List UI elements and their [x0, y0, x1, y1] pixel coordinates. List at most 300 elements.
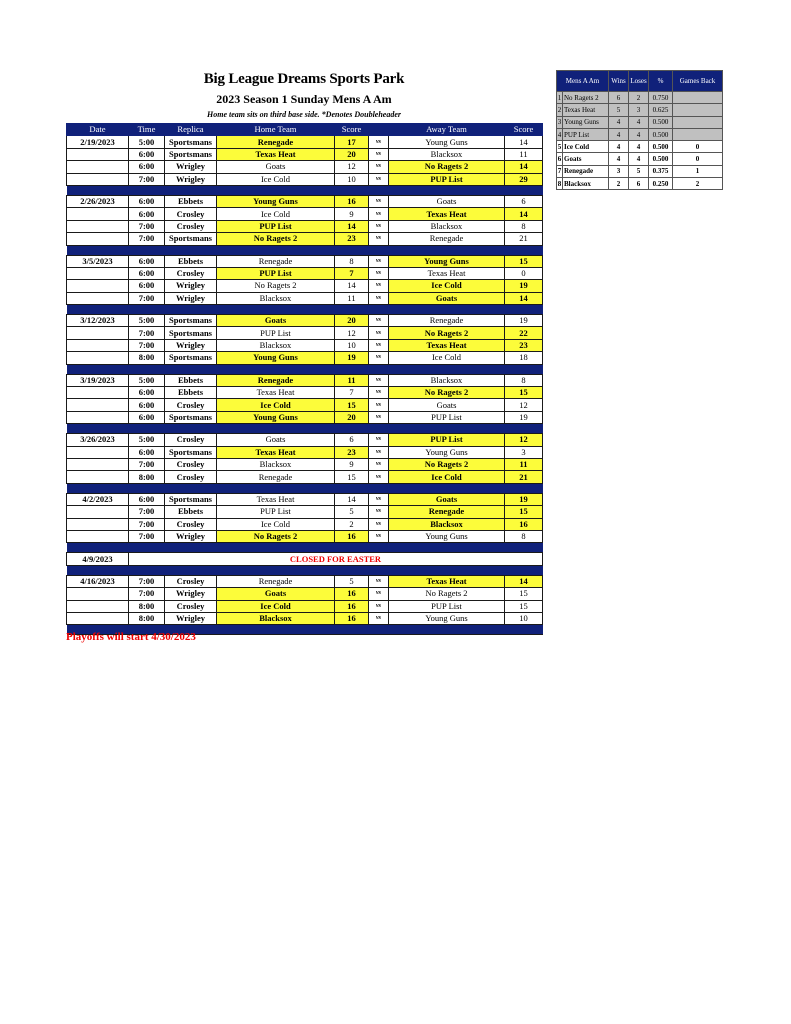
game-field: Wrigley — [165, 280, 217, 292]
standings-rank: 1 — [557, 92, 563, 104]
home-team: Texas Heat — [217, 493, 335, 505]
game-time: 6:00 — [129, 208, 165, 220]
standings-loses: 3 — [629, 104, 649, 116]
standings-rank: 3 — [557, 116, 563, 128]
home-score: 14 — [335, 493, 369, 505]
vs-label: vs — [369, 493, 389, 505]
standings-team: PUP List — [563, 128, 609, 140]
game-time: 5:00 — [129, 374, 165, 386]
schedule-table — [66, 123, 543, 635]
game-date — [67, 518, 129, 530]
game-row — [67, 148, 543, 160]
home-team: Blacksox — [217, 612, 335, 624]
vs-label: vs — [369, 292, 389, 304]
game-row — [67, 233, 543, 245]
standings-pct: 0.625 — [649, 104, 673, 116]
game-field: Crosley — [165, 434, 217, 446]
col-header-home-score: Score — [335, 124, 369, 136]
standings-games-back — [673, 116, 723, 128]
game-date: 3/19/2023 — [67, 374, 129, 386]
home-team: Texas Heat — [217, 446, 335, 458]
standings-row — [557, 92, 723, 104]
schedule-header-row — [67, 124, 543, 136]
game-field: Sportsmans — [165, 327, 217, 339]
away-score: 22 — [505, 327, 543, 339]
home-score: 14 — [335, 220, 369, 232]
home-team: Blacksox — [217, 458, 335, 470]
week-separator — [67, 424, 543, 434]
home-score: 16 — [335, 530, 369, 542]
away-score: 15 — [505, 255, 543, 267]
game-date — [67, 233, 129, 245]
col-header-replica: Replica — [165, 124, 217, 136]
vs-label: vs — [369, 518, 389, 530]
game-row — [67, 352, 543, 364]
home-score: 17 — [335, 136, 369, 148]
home-score: 12 — [335, 327, 369, 339]
game-field: Crosley — [165, 220, 217, 232]
game-row — [67, 493, 543, 505]
standings-team: Ice Cold — [563, 141, 609, 153]
away-score: 19 — [505, 280, 543, 292]
game-row — [67, 575, 543, 587]
standings-pct: 0.500 — [649, 116, 673, 128]
standings-row — [557, 104, 723, 116]
away-team: Texas Heat — [389, 575, 505, 587]
game-date: 4/16/2023 — [67, 575, 129, 587]
vs-label: vs — [369, 399, 389, 411]
game-row — [67, 530, 543, 542]
game-row — [67, 518, 543, 530]
home-score: 20 — [335, 315, 369, 327]
away-score: 23 — [505, 339, 543, 351]
home-team: Goats — [217, 315, 335, 327]
game-row — [67, 327, 543, 339]
standings-row — [557, 116, 723, 128]
away-team: Young Guns — [389, 446, 505, 458]
standings-wins: 3 — [609, 165, 629, 177]
home-score: 20 — [335, 411, 369, 423]
game-field: Crosley — [165, 600, 217, 612]
vs-label: vs — [369, 530, 389, 542]
game-row — [67, 411, 543, 423]
home-score: 6 — [335, 434, 369, 446]
away-team: Ice Cold — [389, 280, 505, 292]
vs-label: vs — [369, 612, 389, 624]
away-score: 14 — [505, 161, 543, 173]
home-score: 7 — [335, 387, 369, 399]
away-team: Blacksox — [389, 220, 505, 232]
home-team: No Ragets 2 — [217, 233, 335, 245]
game-time: 6:00 — [129, 161, 165, 173]
away-team: Texas Heat — [389, 339, 505, 351]
standings-rank: 6 — [557, 153, 563, 165]
home-score: 9 — [335, 458, 369, 470]
week-separator — [67, 543, 543, 553]
game-time: 8:00 — [129, 600, 165, 612]
game-row — [67, 315, 543, 327]
away-score: 19 — [505, 411, 543, 423]
game-time: 5:00 — [129, 315, 165, 327]
game-row — [67, 161, 543, 173]
away-score: 29 — [505, 173, 543, 185]
vs-label: vs — [369, 195, 389, 207]
home-team: No Ragets 2 — [217, 530, 335, 542]
away-team: Young Guns — [389, 255, 505, 267]
game-row — [67, 267, 543, 279]
game-date — [67, 292, 129, 304]
away-team: Ice Cold — [389, 352, 505, 364]
game-date — [67, 148, 129, 160]
standings-pct: 0.500 — [649, 153, 673, 165]
vs-label: vs — [369, 208, 389, 220]
game-time: 7:00 — [129, 220, 165, 232]
standings-loses: 2 — [629, 92, 649, 104]
game-row — [67, 458, 543, 470]
page-subtitle: 2023 Season 1 Sunday Mens A Am — [216, 92, 392, 106]
standings-team: Texas Heat — [563, 104, 609, 116]
away-score: 11 — [505, 148, 543, 160]
standings-loses: 4 — [629, 128, 649, 140]
vs-label: vs — [369, 161, 389, 173]
home-team: Renegade — [217, 255, 335, 267]
standings-loses: 4 — [629, 141, 649, 153]
game-row — [67, 173, 543, 185]
away-score: 14 — [505, 136, 543, 148]
game-time: 7:00 — [129, 339, 165, 351]
game-date — [67, 161, 129, 173]
vs-label: vs — [369, 280, 389, 292]
home-team: Texas Heat — [217, 387, 335, 399]
vs-label: vs — [369, 458, 389, 470]
game-date — [67, 387, 129, 399]
away-score: 15 — [505, 387, 543, 399]
game-field: Wrigley — [165, 588, 217, 600]
game-date — [67, 339, 129, 351]
game-time: 6:00 — [129, 255, 165, 267]
home-score: 8 — [335, 255, 369, 267]
away-team: Renegade — [389, 506, 505, 518]
standings-games-back — [673, 128, 723, 140]
game-date — [67, 446, 129, 458]
standings-rank: 5 — [557, 141, 563, 153]
game-date: 4/2/2023 — [67, 493, 129, 505]
home-team: PUP List — [217, 506, 335, 518]
home-team: Ice Cold — [217, 600, 335, 612]
game-time: 6:00 — [129, 280, 165, 292]
away-team: No Ragets 2 — [389, 387, 505, 399]
vs-label: vs — [369, 374, 389, 386]
home-score: 16 — [335, 600, 369, 612]
standings-header-row — [557, 71, 723, 92]
standings-pct: 0.750 — [649, 92, 673, 104]
away-score: 18 — [505, 352, 543, 364]
standings-games-back: 1 — [673, 165, 723, 177]
game-field: Sportsmans — [165, 352, 217, 364]
game-field: Ebbets — [165, 195, 217, 207]
week-separator — [67, 185, 543, 195]
standings-row — [557, 141, 723, 153]
game-field: Sportsmans — [165, 233, 217, 245]
standings-games-back: 0 — [673, 141, 723, 153]
standings-col-loses: Loses — [629, 71, 649, 92]
standings-wins: 6 — [609, 92, 629, 104]
game-row — [67, 292, 543, 304]
game-date — [67, 280, 129, 292]
standings-team: Goats — [563, 153, 609, 165]
week-separator-bar — [67, 565, 543, 575]
vs-label: vs — [369, 411, 389, 423]
vs-label: vs — [369, 148, 389, 160]
standings-games-back — [673, 92, 723, 104]
standings-col-wins: Wins — [609, 71, 629, 92]
game-time: 8:00 — [129, 471, 165, 483]
week-separator — [67, 245, 543, 255]
standings-wins: 5 — [609, 104, 629, 116]
away-team: No Ragets 2 — [389, 327, 505, 339]
col-header-away-team: Away Team — [389, 124, 505, 136]
game-date — [67, 327, 129, 339]
home-score: 16 — [335, 588, 369, 600]
game-time: 7:00 — [129, 327, 165, 339]
home-team: Young Guns — [217, 411, 335, 423]
game-date — [67, 173, 129, 185]
away-score: 16 — [505, 518, 543, 530]
home-score: 11 — [335, 292, 369, 304]
home-team: Blacksox — [217, 339, 335, 351]
standings-row — [557, 178, 723, 190]
game-row — [67, 374, 543, 386]
week-separator-bar — [67, 305, 543, 315]
game-time: 7:00 — [129, 530, 165, 542]
home-team: Ice Cold — [217, 208, 335, 220]
game-date: 3/26/2023 — [67, 434, 129, 446]
standings-loses: 4 — [629, 153, 649, 165]
home-score: 16 — [335, 195, 369, 207]
away-team: Young Guns — [389, 530, 505, 542]
away-score: 10 — [505, 612, 543, 624]
game-field: Crosley — [165, 208, 217, 220]
standings-team: No Ragets 2 — [563, 92, 609, 104]
standings-col-pct: % — [649, 71, 673, 92]
game-time: 7:00 — [129, 458, 165, 470]
away-score: 8 — [505, 374, 543, 386]
game-time: 6:00 — [129, 195, 165, 207]
away-team: Goats — [389, 493, 505, 505]
away-score: 15 — [505, 600, 543, 612]
away-score: 11 — [505, 458, 543, 470]
game-time: 6:00 — [129, 399, 165, 411]
week-separator-bar — [67, 424, 543, 434]
week-separator — [67, 565, 543, 575]
home-team: Renegade — [217, 471, 335, 483]
standings-wins: 4 — [609, 153, 629, 165]
home-score: 12 — [335, 161, 369, 173]
away-score: 8 — [505, 530, 543, 542]
game-row — [67, 588, 543, 600]
home-score: 10 — [335, 173, 369, 185]
away-score: 19 — [505, 315, 543, 327]
game-time: 6:00 — [129, 148, 165, 160]
vs-label: vs — [369, 575, 389, 587]
home-score: 15 — [335, 399, 369, 411]
standings-rank: 4 — [557, 128, 563, 140]
standings-wins: 2 — [609, 178, 629, 190]
game-row — [67, 255, 543, 267]
home-team: PUP List — [217, 267, 335, 279]
standings-rank: 7 — [557, 165, 563, 177]
home-score: 23 — [335, 233, 369, 245]
away-score: 0 — [505, 267, 543, 279]
standings-loses: 6 — [629, 178, 649, 190]
page-title: Big League Dreams Sports Park — [203, 71, 405, 87]
game-field: Wrigley — [165, 161, 217, 173]
away-team: Blacksox — [389, 374, 505, 386]
game-field: Ebbets — [165, 387, 217, 399]
home-score: 2 — [335, 518, 369, 530]
standings-wins: 4 — [609, 116, 629, 128]
standings-games-back: 2 — [673, 178, 723, 190]
away-score: 12 — [505, 434, 543, 446]
home-team: Goats — [217, 588, 335, 600]
vs-label: vs — [369, 446, 389, 458]
away-team: Renegade — [389, 315, 505, 327]
game-row — [67, 399, 543, 411]
vs-label: vs — [369, 434, 389, 446]
game-time: 6:00 — [129, 387, 165, 399]
home-score: 7 — [335, 267, 369, 279]
vs-label: vs — [369, 233, 389, 245]
game-field: Sportsmans — [165, 148, 217, 160]
week-separator — [67, 483, 543, 493]
away-team: Blacksox — [389, 148, 505, 160]
game-date — [67, 208, 129, 220]
week-separator-bar — [67, 483, 543, 493]
standings-games-back — [673, 104, 723, 116]
away-team: No Ragets 2 — [389, 458, 505, 470]
game-field: Ebbets — [165, 255, 217, 267]
standings-pct: 0.500 — [649, 141, 673, 153]
home-team: Renegade — [217, 136, 335, 148]
vs-label: vs — [369, 352, 389, 364]
game-date — [67, 530, 129, 542]
home-team: Young Guns — [217, 352, 335, 364]
vs-label: vs — [369, 339, 389, 351]
game-time: 6:00 — [129, 446, 165, 458]
game-field: Crosley — [165, 399, 217, 411]
home-score: 9 — [335, 208, 369, 220]
away-team: PUP List — [389, 411, 505, 423]
closed-row — [67, 553, 543, 565]
standings-pct: 0.250 — [649, 178, 673, 190]
col-header-vs — [369, 124, 389, 136]
game-field: Wrigley — [165, 339, 217, 351]
game-row — [67, 208, 543, 220]
away-team: Ice Cold — [389, 471, 505, 483]
game-row — [67, 446, 543, 458]
away-team: PUP List — [389, 434, 505, 446]
home-score: 5 — [335, 575, 369, 587]
away-team: No Ragets 2 — [389, 588, 505, 600]
game-row — [67, 612, 543, 624]
game-time: 5:00 — [129, 434, 165, 446]
home-team: Renegade — [217, 575, 335, 587]
away-score: 14 — [505, 208, 543, 220]
home-team: Ice Cold — [217, 173, 335, 185]
standings-pct: 0.375 — [649, 165, 673, 177]
vs-label: vs — [369, 327, 389, 339]
game-date: 3/12/2023 — [67, 315, 129, 327]
home-team: PUP List — [217, 220, 335, 232]
closed-notice: CLOSED FOR EASTER — [129, 553, 543, 565]
game-field: Wrigley — [165, 530, 217, 542]
game-date: 2/19/2023 — [67, 136, 129, 148]
game-row — [67, 506, 543, 518]
away-score: 15 — [505, 588, 543, 600]
home-score: 20 — [335, 148, 369, 160]
game-field: Crosley — [165, 267, 217, 279]
vs-label: vs — [369, 255, 389, 267]
game-field: Sportsmans — [165, 136, 217, 148]
away-score: 12 — [505, 399, 543, 411]
game-field: Sportsmans — [165, 315, 217, 327]
away-team: Goats — [389, 399, 505, 411]
away-team: Goats — [389, 195, 505, 207]
home-team: Young Guns — [217, 195, 335, 207]
away-score: 19 — [505, 493, 543, 505]
standings-pct: 0.500 — [649, 128, 673, 140]
standings-row — [557, 165, 723, 177]
standings-wins: 4 — [609, 141, 629, 153]
away-score: 6 — [505, 195, 543, 207]
away-score: 21 — [505, 471, 543, 483]
game-date — [67, 588, 129, 600]
playoffs-notice: Playoffs will start 4/30/2023 — [66, 631, 196, 643]
standings-rank: 8 — [557, 178, 563, 190]
away-score: 21 — [505, 233, 543, 245]
home-score: 10 — [335, 339, 369, 351]
game-row — [67, 280, 543, 292]
game-field: Ebbets — [165, 374, 217, 386]
home-team: Renegade — [217, 374, 335, 386]
away-score: 15 — [505, 506, 543, 518]
game-row — [67, 195, 543, 207]
vs-label: vs — [369, 220, 389, 232]
home-team: Goats — [217, 161, 335, 173]
game-date — [67, 458, 129, 470]
standings-row — [557, 153, 723, 165]
game-field: Sportsmans — [165, 446, 217, 458]
home-team: No Ragets 2 — [217, 280, 335, 292]
week-separator — [67, 305, 543, 315]
game-row — [67, 387, 543, 399]
away-team: Texas Heat — [389, 267, 505, 279]
game-time: 7:00 — [129, 518, 165, 530]
standings-loses: 4 — [629, 116, 649, 128]
standings-loses: 5 — [629, 165, 649, 177]
game-row — [67, 471, 543, 483]
game-time: 6:00 — [129, 267, 165, 279]
game-field: Crosley — [165, 458, 217, 470]
game-date — [67, 506, 129, 518]
standings-col-division: Mens A Am — [557, 71, 609, 92]
week-separator-bar — [67, 364, 543, 374]
game-date — [67, 471, 129, 483]
game-date — [67, 600, 129, 612]
home-score: 19 — [335, 352, 369, 364]
home-score: 15 — [335, 471, 369, 483]
game-row — [67, 339, 543, 351]
